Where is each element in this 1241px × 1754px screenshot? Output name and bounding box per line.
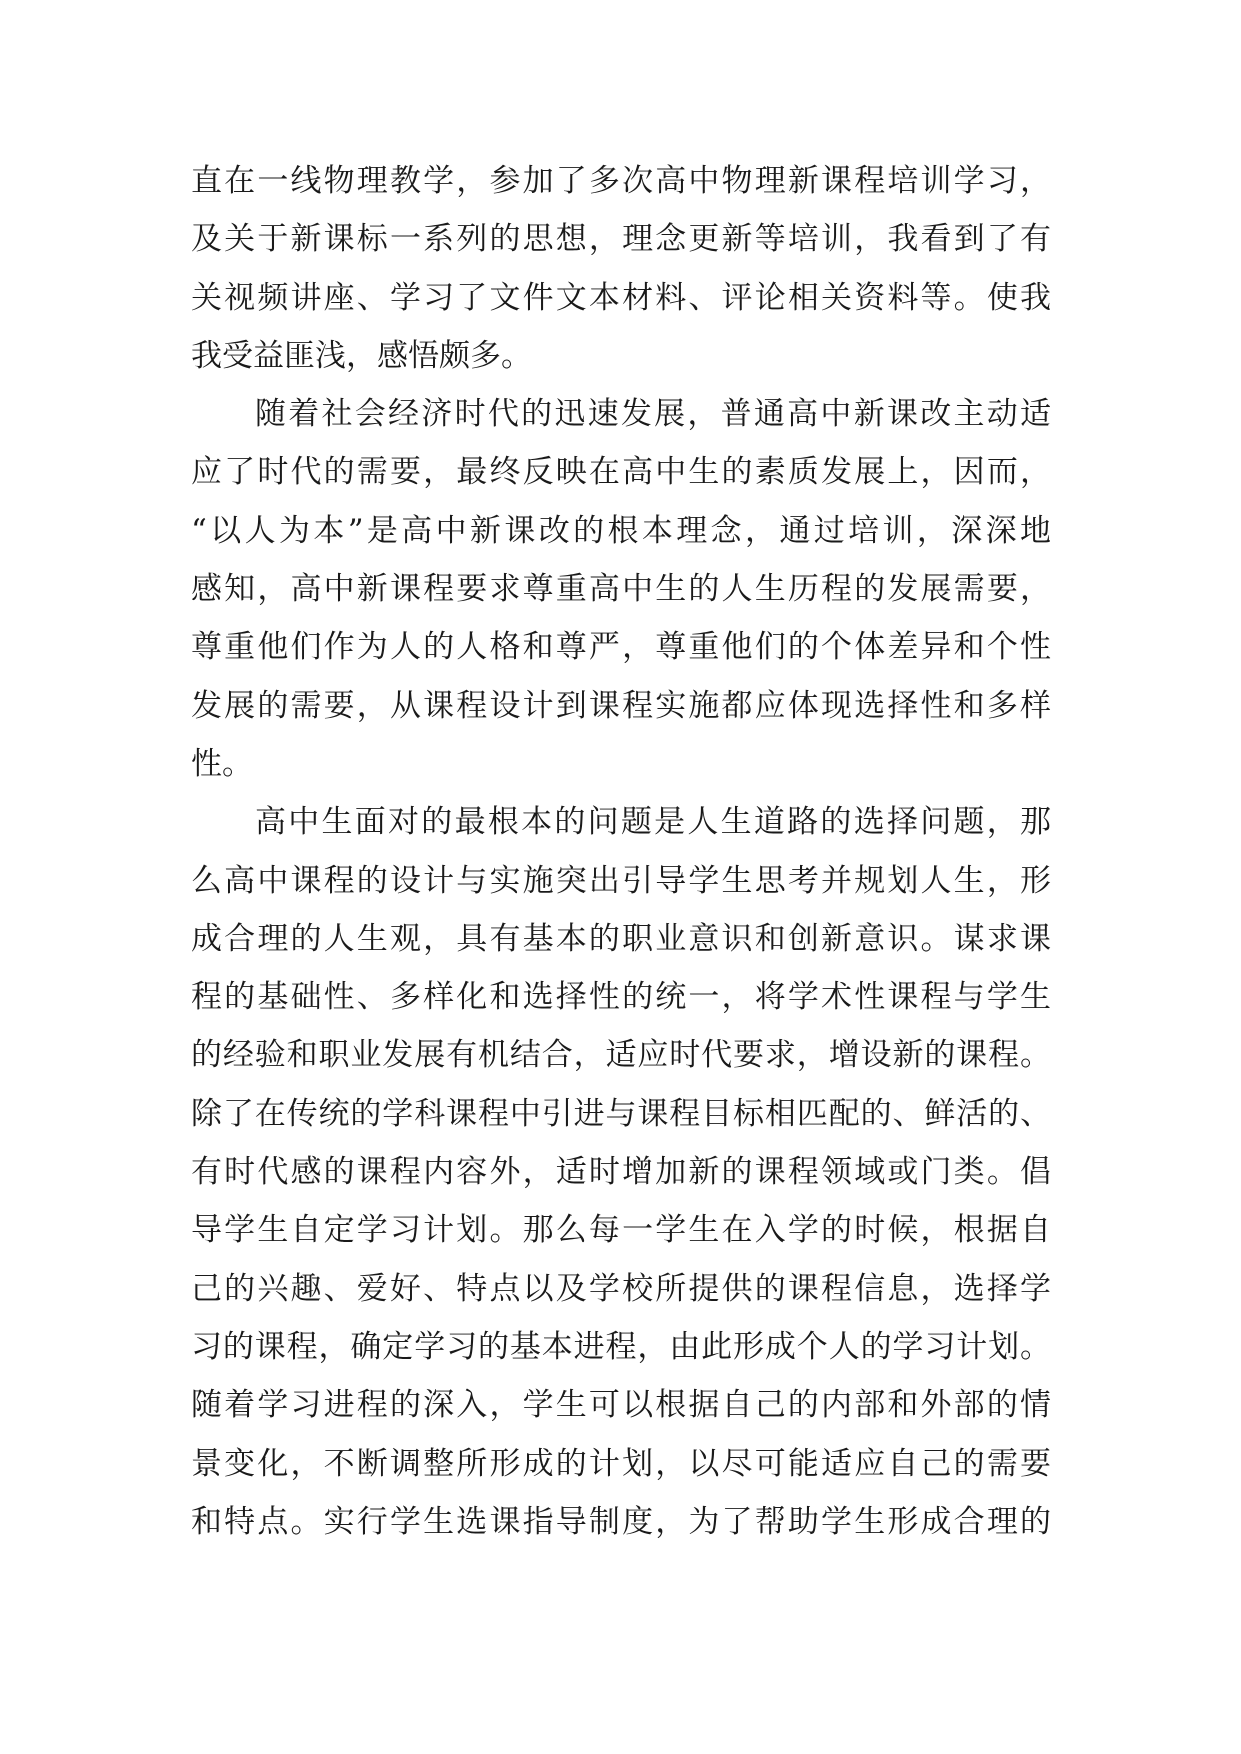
document-body: [191, 152, 1051, 1551]
text-line: 及关于新课标一系列的思想，理念更新等培训，我看到了有: [191, 221, 1051, 258]
text-line: 尊重他们作为人的人格和尊严，尊重他们的个体差异和个性: [191, 629, 1051, 666]
text-line: 导学生自定学习计划。那么每一学生在入学的时候，根据自: [191, 1212, 1051, 1249]
text-line: 习的课程，确定学习的基本进程，由此形成个人的学习计划。: [191, 1328, 1051, 1365]
text-line: 的经验和职业发展有机结合，适应时代要求，增设新的课程。: [191, 1037, 1051, 1074]
text-line: 成合理的人生观，具有基本的职业意识和创新意识。谋求课: [191, 920, 1051, 957]
text-line: 己的兴趣、爱好、特点以及学校所提供的课程信息，选择学: [191, 1270, 1051, 1307]
text-line: 程的基础性、多样化和选择性的统一，将学术性课程与学生: [191, 979, 1051, 1016]
text-line: 性。: [191, 745, 253, 782]
text-line: 高中生面对的最根本的问题是人生道路的选择问题，那: [255, 804, 1051, 841]
text-line: 随着学习进程的深入，学生可以根据自己的内部和外部的情: [191, 1387, 1051, 1424]
text-line: 和特点。实行学生选课指导制度，为了帮助学生形成合理的: [191, 1503, 1051, 1540]
text-line: 发展的需要，从课程设计到课程实施都应体现选择性和多样: [191, 687, 1051, 724]
text-line: 有时代感的课程内容外，适时增加新的课程领域或门类。倡: [191, 1154, 1051, 1191]
text-line: 除了在传统的学科课程中引进与课程目标相匹配的、鲜活的、: [191, 1095, 1051, 1132]
text-line: 感知，高中新课程要求尊重高中生的人生历程的发展需要，: [191, 571, 1051, 608]
text-line: 直在一线物理教学，参加了多次高中物理新课程培训学习，: [191, 163, 1051, 199]
text-line: 关视频讲座、学习了文件文本材料、评论相关资料等。使我: [191, 279, 1051, 316]
text-line: 随着社会经济时代的迅速发展，普通高中新课改主动适: [255, 396, 1051, 433]
text-line: “以人为本”是高中新课改的根本理念，通过培训，深深地: [191, 512, 1051, 549]
text-line: 景变化，不断调整所形成的计划，以尽可能适应自己的需要: [191, 1445, 1051, 1482]
text-line: 我受益匪浅，感悟颇多。: [191, 337, 532, 374]
text-line: 么高中课程的设计与实施突出引导学生思考并规划人生，形: [191, 862, 1051, 899]
text-line: 应了时代的需要，最终反映在高中生的素质发展上，因而，: [191, 454, 1051, 491]
